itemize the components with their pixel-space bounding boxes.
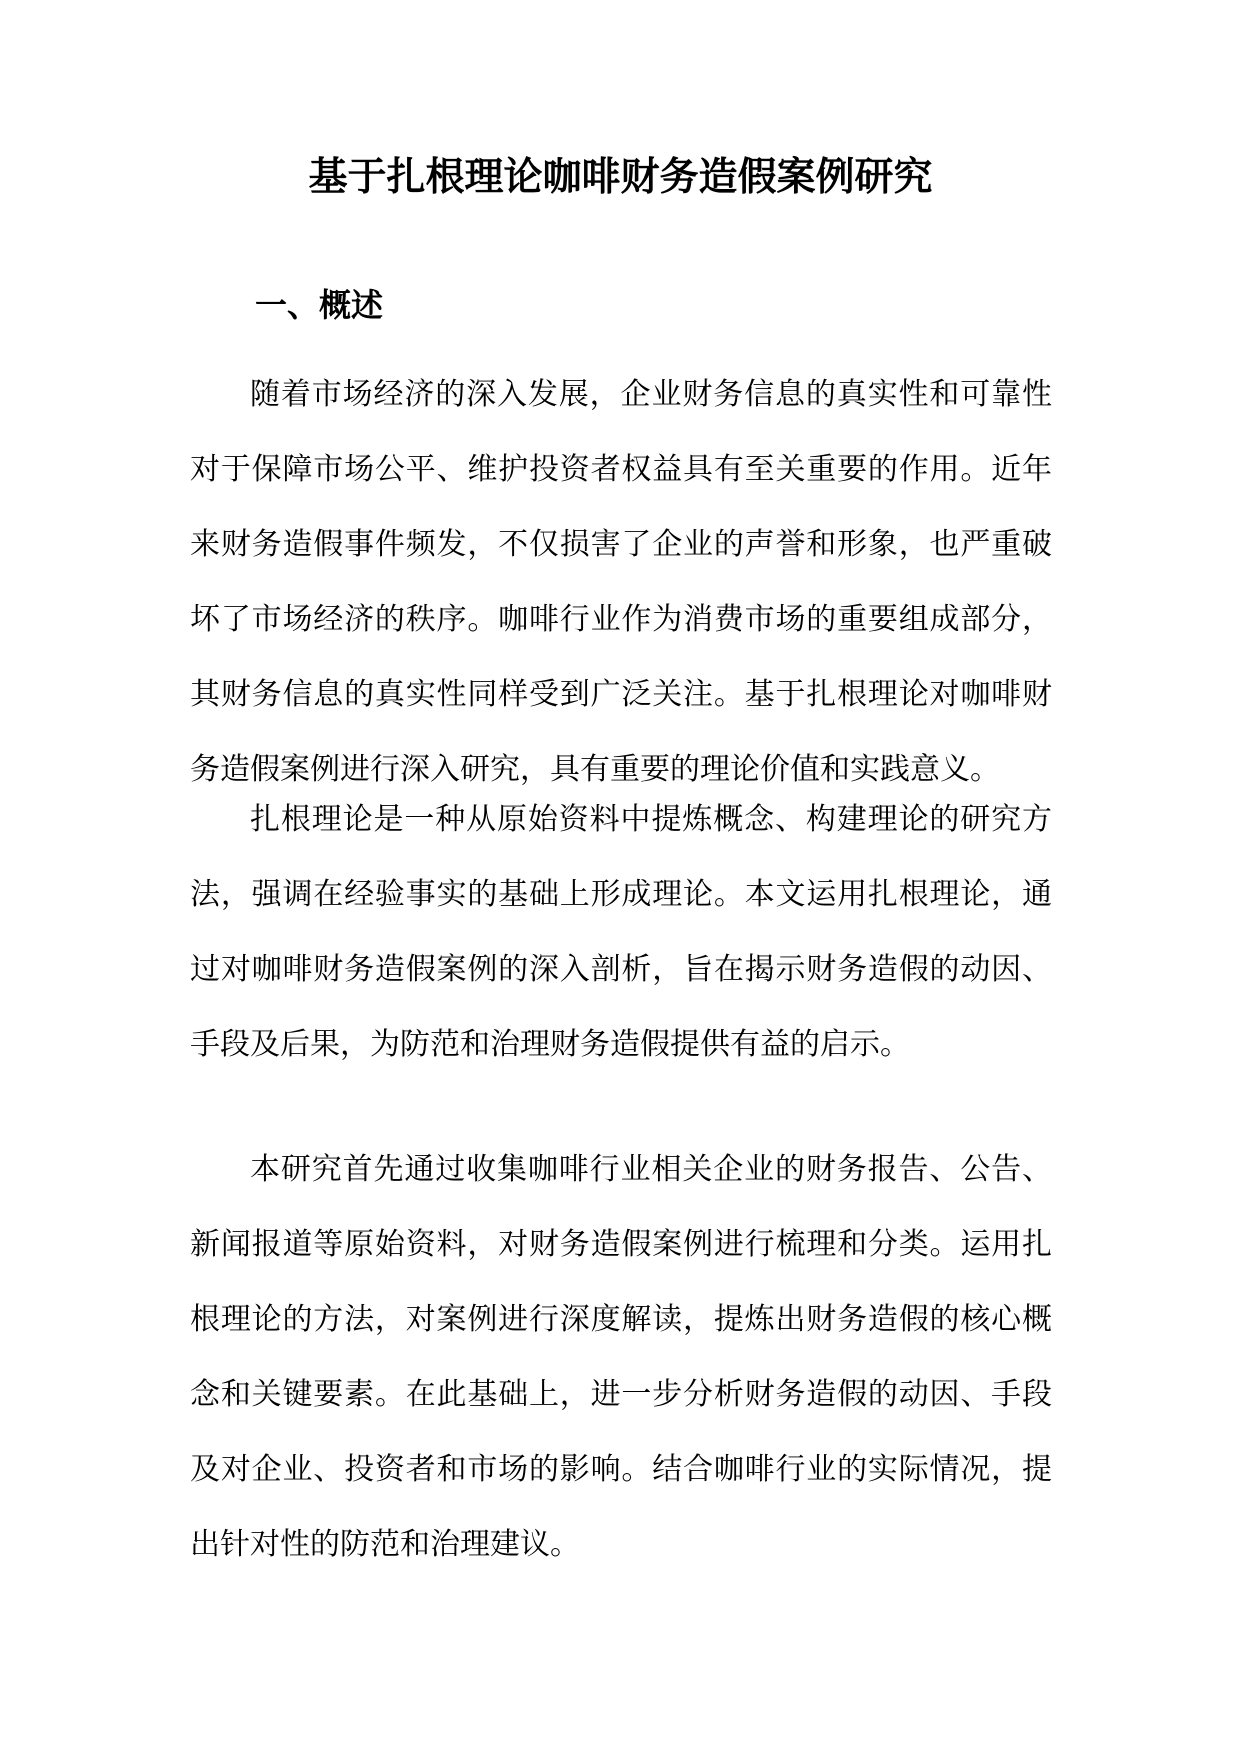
- body-paragraph: 本研究首先通过收集咖啡行业相关企业的财务报告、公告、新闻报道等原始资料，对财务造假案例进行梳理和分类。运用扎根理论的方法，对案例进行深度解读，提炼出财务造假的核心概念和关键要素。在此基础上，进一步分析财务造假的动因、手段及对企业、投资者和市场的影响。结合咖啡行业的实际情况，提出针对性的防范和治理建议。: [190, 1152, 1052, 1562]
- document-title: 基于扎根理论咖啡财务造假案例研究: [308, 155, 933, 200]
- body-paragraph: 扎根理论是一种从原始资料中提炼概念、构建理论的研究方法，强调在经验事实的基础上形成理论。本文运用扎根理论，通过对咖啡财务造假案例的深入剖析，旨在揭示财务造假的动因、手段及后果，为防范和治理财务造假提供有益的启示。: [190, 802, 1052, 1062]
- section-heading: 一、概述: [255, 286, 384, 324]
- body-paragraph: 随着市场经济的深入发展，企业财务信息的真实性和可靠性对于保障市场公平、维护投资者权益具有至关重要的作用。近年来财务造假事件频发，不仅损害了企业的声誉和形象，也严重破坏了市场经济的秩序。咖啡行业作为消费市场的重要组成部分，其财务信息的真实性同样受到广泛关注。基于扎根理论对咖啡财务造假案例进行深入研究，具有重要的理论价值和实践意义。: [190, 377, 1052, 787]
